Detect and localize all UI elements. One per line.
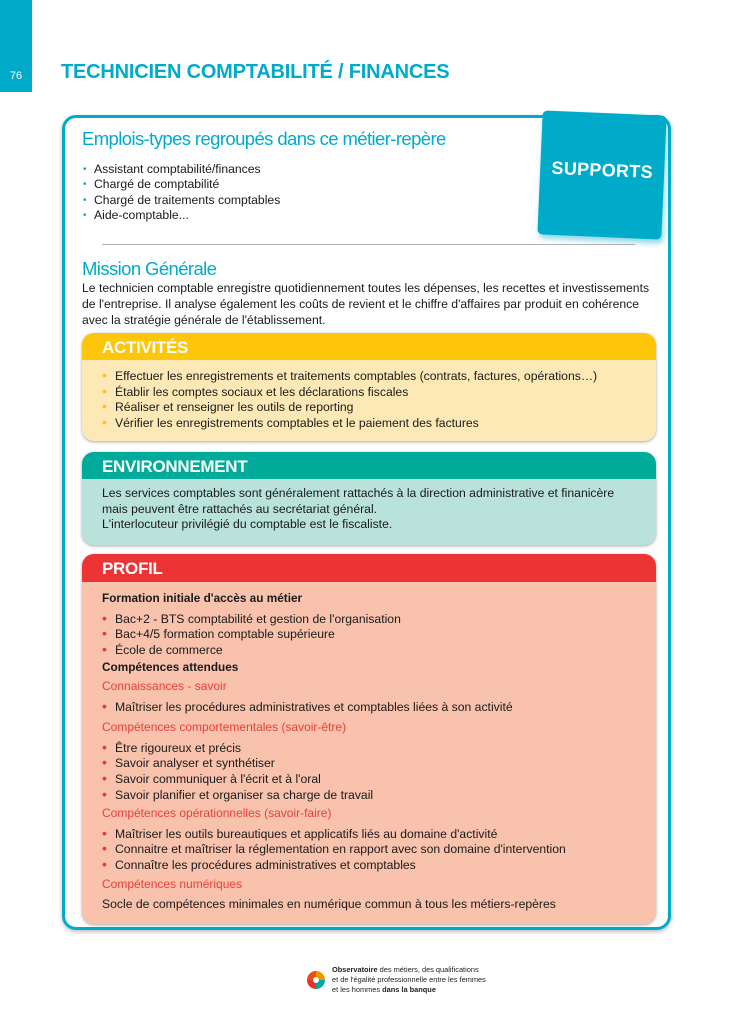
operationnelles-title: Compétences opérationnelles (savoir-faire) xyxy=(102,806,332,821)
list-item: • Savoir analyser et synthétiser xyxy=(102,754,275,771)
bullet-icon: • xyxy=(102,640,107,657)
connaissances-title: Connaissances - savoir xyxy=(102,678,227,693)
list-item: • École de commerce xyxy=(102,640,223,657)
environnement-title: ENVIRONNEMENT xyxy=(82,452,656,479)
environnement-card xyxy=(82,452,656,545)
list-item: • Bac+4/5 formation comptable supérieure xyxy=(102,625,335,642)
activites-title: ACTIVITÉS xyxy=(82,333,656,360)
list-item: • Bac+2 - BTS comptabilité et gestion de l'organisation xyxy=(102,609,401,626)
observatoire-logo-icon xyxy=(306,970,326,990)
bullet-icon: • xyxy=(83,194,87,206)
bullet-icon: • xyxy=(83,179,87,191)
mission-text: Le technicien comptable enregistre quotidiennement toutes les dépenses, les recettes et investissements de l'entreprise. Il analyse également les coûts de revient et le chiffre d'affaires par produit en cohérence avec la stratégie générale de l'établissement. xyxy=(82,281,650,327)
footer-text: Observatoire des métiers, des qualifications et de l'égalité professionnelle entre les femmes et les hommes dans la banque xyxy=(332,965,486,994)
environnement-line: L'interlocuteur privilégié du comptable est le fiscaliste. xyxy=(102,517,393,532)
list-item: • Assistant comptabilité/finances xyxy=(83,162,261,176)
list-item: • Maîtriser les outils bureautiques et applicatifs liés au domaine d'activité xyxy=(102,824,498,841)
comportementales-list xyxy=(102,738,636,803)
list-item: • Réaliser et renseigner les outils de reporting xyxy=(102,398,354,415)
list-item: • Connaître les procédures administratives et comptables xyxy=(102,855,416,872)
page-title: TECHNICIEN COMPTABILITÉ / FINANCES xyxy=(61,61,450,83)
bullet-icon: • xyxy=(102,609,107,626)
list-item: • Maîtriser les procédures administratives et comptables liées à son activité xyxy=(102,697,513,714)
list-item: • Savoir communiquer à l'écrit et à l'oral xyxy=(102,769,321,786)
profil-title: PROFIL xyxy=(82,554,656,582)
bullet-icon: • xyxy=(102,855,107,872)
list-item: • Effectuer les enregistrements et traitements comptables (contrats, factures, opérations…) xyxy=(102,367,598,383)
mission-title: Mission Générale xyxy=(82,258,217,279)
list-item: • Vérifier les enregistrements comptables et le paiement des factures xyxy=(102,413,479,430)
list-item: • Chargé de traitements comptables xyxy=(83,192,281,207)
list-item: • Établir les comptes sociaux et les déclarations fiscales xyxy=(102,382,409,399)
environnement-line: mais peuvent être rattachés au secrétariat général. xyxy=(102,501,378,516)
bullet-icon: • xyxy=(102,398,107,415)
formation-title: Formation initiale d'accès au métier xyxy=(102,591,303,605)
emplois-title: Emplois-types regroupés dans ce métier-repère xyxy=(82,128,446,149)
list-item: • Connaitre et maîtriser la réglementation en rapport avec son domaine d'intervention xyxy=(102,840,566,857)
activites-list xyxy=(102,369,636,431)
comportementales-title: Compétences comportementales (savoir-être) xyxy=(102,720,347,735)
category-badge xyxy=(537,110,666,239)
bullet-icon: • xyxy=(102,382,107,399)
category-badge-label: SUPPORTS xyxy=(551,157,654,182)
bullet-icon: • xyxy=(83,164,87,175)
numeriques-text: Socle de compétences minimales en numérique commun à tous les métiers-repères xyxy=(102,897,556,912)
bullet-icon: • xyxy=(102,840,107,857)
activites-card xyxy=(82,333,656,441)
bullet-icon: • xyxy=(102,738,107,755)
bullet-icon: • xyxy=(102,785,107,802)
connaissances-list xyxy=(102,697,636,716)
bullet-icon: • xyxy=(102,413,107,430)
bullet-icon: • xyxy=(102,697,107,714)
list-item: • Savoir planifier et organiser sa charge de travail xyxy=(102,785,374,802)
bullet-icon: • xyxy=(102,754,107,771)
bullet-icon: • xyxy=(102,625,107,642)
formation-list xyxy=(102,609,636,659)
divider xyxy=(102,244,635,245)
profil-card xyxy=(82,554,656,924)
operationnelles-list xyxy=(102,824,636,874)
list-item: • Aide-comptable... xyxy=(83,208,189,223)
bullet-icon: • xyxy=(83,210,87,222)
list-item: • Être rigoureux et précis xyxy=(102,738,241,755)
bullet-icon: • xyxy=(102,769,107,786)
bullet-icon: • xyxy=(102,367,107,383)
list-item: • Chargé de comptabilité xyxy=(83,177,220,192)
competences-title: Compétences attendues xyxy=(102,660,239,675)
footer xyxy=(306,965,486,995)
environnement-line: Les services comptables sont généralement rattachés à la direction administrative et finanicère xyxy=(102,486,615,500)
emplois-list xyxy=(82,162,280,224)
bullet-icon: • xyxy=(102,824,107,841)
page-number: 76 xyxy=(9,70,23,82)
numeriques-title: Compétences numériques xyxy=(102,876,243,891)
